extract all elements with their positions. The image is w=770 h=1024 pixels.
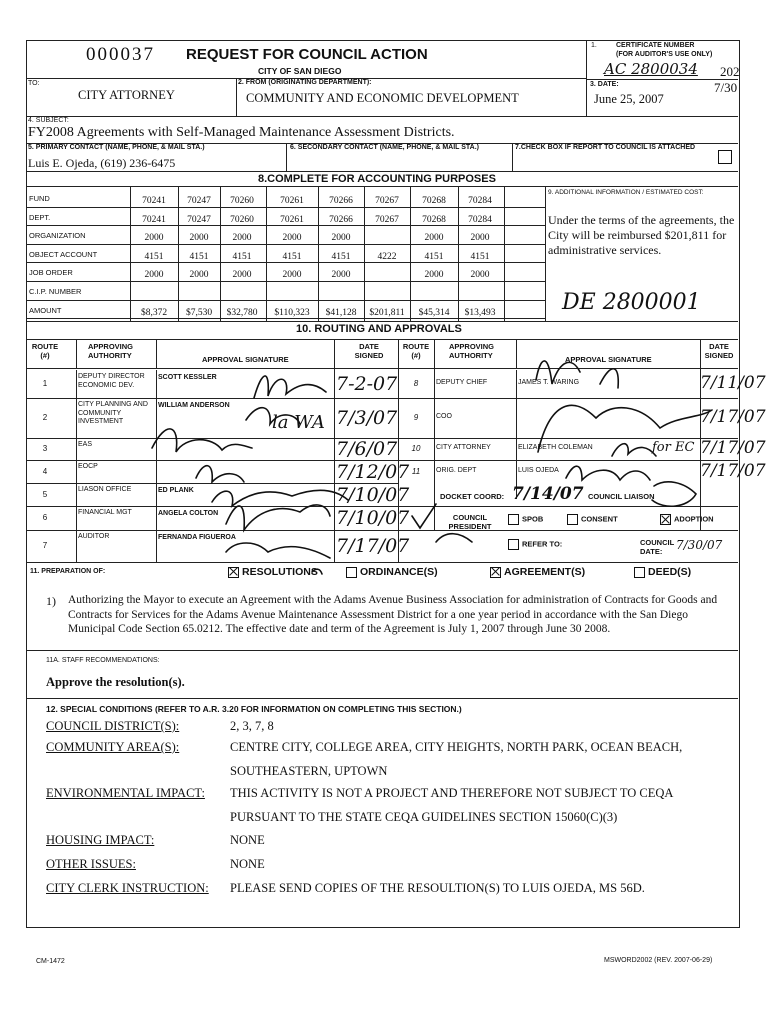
- accounting-cell: $41,128: [325, 307, 357, 318]
- route-number: 2: [42, 413, 48, 422]
- footer-revision: MSWORD2002 (REV. 2007-06-29): [604, 957, 713, 964]
- date-signed: 7/11/07: [700, 373, 766, 393]
- council-date-value: 7/30/07: [676, 538, 723, 552]
- accounting-info-label: 9. ADDITIONAL INFORMATION / ESTIMATED COST:: [548, 189, 704, 196]
- approving-authority: COO: [436, 413, 452, 420]
- special-conditions-label: 12. SPECIAL CONDITIONS (REFER TO A.R. 3.20 FOR INFORMATION ON COMPLETING THIS SECTION.): [46, 704, 462, 714]
- cert-number-sublabel: (FOR AUDITOR'S USE ONLY): [616, 51, 713, 58]
- spob-checkbox[interactable]: [508, 514, 519, 525]
- report-attached-label: 7.CHECK BOX IF REPORT TO COUNCIL IS ATTACHED: [515, 144, 696, 151]
- handwritten-note: la WA: [272, 412, 325, 433]
- accounting-cell: 2000: [470, 233, 490, 244]
- special-condition-value: PLEASE SEND COPIES OF THE RESOULTION(S) TO LUIS OJEDA, MS 56D.: [230, 881, 645, 895]
- resolutions-option[interactable]: [228, 566, 318, 578]
- cert-number-label-num: 1.: [591, 42, 597, 49]
- primary-contact-label: 5. PRIMARY CONTACT (NAME, PHONE, & MAIL STA.): [28, 144, 205, 151]
- route-number: 10: [411, 444, 421, 453]
- accounting-cell: 70266: [329, 214, 353, 225]
- accounting-row-label: DEPT.: [29, 212, 51, 222]
- accounting-cell: 70247: [187, 196, 211, 206]
- accounting-row-label: ORGANIZATION: [29, 231, 86, 241]
- margin-note-2: 7/30: [714, 80, 738, 95]
- route-number: 4: [42, 466, 48, 476]
- preparation-label: 11. PREPARATION OF:: [30, 568, 106, 575]
- staff-recommendations-label: 11A. STAFF RECOMMENDATIONS:: [46, 657, 160, 664]
- accounting-cell: 4151: [144, 251, 164, 262]
- refer-to-label: REFER TO:: [522, 539, 563, 549]
- primary-contact-value: Luis E. Ojeda, (619) 236-6475: [28, 156, 176, 170]
- special-condition-key: COMMUNITY AREA(S):: [46, 740, 180, 754]
- approver-name: ELIZABETH COLEMAN: [518, 444, 593, 451]
- accounting-cell: $45,314: [418, 307, 450, 318]
- accounting-cell: $32,780: [226, 307, 258, 318]
- deeds-checkbox[interactable]: [634, 567, 645, 578]
- route-number: 3: [42, 444, 48, 453]
- accounting-cell: 70241: [142, 214, 166, 225]
- special-condition-value: CENTRE CITY, COLLEGE AREA, CITY HEIGHTS, NORTH PARK, OCEAN BEACH,: [230, 740, 683, 754]
- signature-header-right: APPROVAL SIGNATURE: [565, 355, 652, 364]
- approver-name: ANGELA COLTON: [158, 510, 219, 517]
- ordinances-label: ORDINANCE(S): [360, 566, 438, 578]
- subject-value: FY2008 Agreements with Self-Managed Maintenance Assessment Districts.: [28, 125, 455, 140]
- handwritten-reference: DE 2800001: [562, 290, 701, 315]
- signature-header-left: APPROVAL SIGNATURE: [202, 355, 289, 364]
- accounting-cell: 2000: [282, 270, 302, 281]
- footer-form-id: CM-1472: [36, 958, 65, 965]
- approving-authority: AUDITOR: [78, 533, 110, 540]
- approving-authority: EAS: [78, 441, 93, 448]
- accounting-cell: 2000: [331, 233, 351, 244]
- consent-option[interactable]: [567, 514, 618, 525]
- special-condition-key: COUNCIL DISTRICT(S):: [46, 719, 180, 733]
- route-number: 6: [42, 513, 48, 522]
- refer-to-checkbox[interactable]: [508, 539, 519, 550]
- accounting-cell: 70267: [375, 214, 399, 225]
- accounting-cell: 2000: [424, 233, 444, 244]
- resolutions-checkbox[interactable]: [228, 567, 239, 578]
- accounting-cell: 70266: [329, 196, 353, 206]
- accounting-cell: $201,811: [369, 307, 405, 318]
- accounting-cell: 4222: [377, 251, 397, 262]
- route-header-right: ROUTE (#): [402, 342, 430, 360]
- date-label: 3. DATE:: [590, 81, 619, 88]
- adoption-checkbox[interactable]: [660, 514, 671, 525]
- authority-header-right: APPROVING AUTHORITY: [449, 342, 495, 360]
- approver-name: JAMES T. WARING: [518, 379, 580, 386]
- special-condition-key: CITY CLERK INSTRUCTION:: [46, 881, 209, 895]
- authority-header-left: APPROVING AUTHORITY: [88, 342, 134, 360]
- special-condition-value: THIS ACTIVITY IS NOT A PROJECT AND THEREFORE NOT SUBJECT TO CEQA: [230, 786, 674, 800]
- date-signed: 7/12/07: [336, 460, 410, 483]
- accounting-cell: 2000: [189, 233, 209, 244]
- preparation-item-text: Authorizing the Mayor to execute an Agreement with the Adams Avenue Business Association for administration of Contracts for Goods and Contracts for Services for the Adams Avenue Maintenance Assessment District for a one year period in accordance with the San Diego Municipal Code Section 65.0212. The effective date and term of the Agreement is July 1, 2007 through June 30 2008.: [68, 594, 718, 635]
- approver-name: ED PLANK: [158, 487, 194, 494]
- approving-authority: CITY PLANNING AND COMMUNITY INVESTMENT: [78, 401, 148, 425]
- accounting-row-label: OBJECT ACCOUNT: [29, 249, 98, 259]
- accounting-cell: 70268: [422, 214, 446, 225]
- accounting-cell: 70284: [468, 214, 492, 225]
- accounting-cell: 2000: [282, 233, 302, 244]
- approver-name: LUIS OJEDA: [518, 466, 559, 474]
- accounting-cell: 70261: [280, 196, 304, 206]
- special-condition-key: OTHER ISSUES:: [46, 857, 136, 871]
- accounting-cell: 70284: [468, 196, 492, 206]
- approving-authority: FINANCIAL MGT: [78, 509, 132, 516]
- accounting-info-text: Under the terms of the agreements, the City will be reimbursed $201,811 for administrative services.: [548, 213, 735, 257]
- route-number: 11: [411, 466, 421, 476]
- date-signed: 7/17/07: [336, 535, 410, 557]
- accounting-cell: $8,372: [140, 307, 168, 318]
- date-value: June 25, 2007: [594, 92, 664, 106]
- ordinances-checkbox[interactable]: [346, 567, 357, 578]
- accounting-cell: 4151: [424, 251, 444, 262]
- accounting-cell: 2000: [331, 270, 351, 281]
- docket-coord-label: DOCKET COORD:: [440, 492, 505, 501]
- approver-name: WILLIAM ANDERSON: [158, 402, 230, 409]
- approving-authority: ORIG. DEPT: [436, 466, 477, 474]
- special-condition-key: ENVIRONMENTAL IMPACT:: [46, 786, 205, 800]
- special-condition-value: PURSUANT TO THE STATE CEQA GUIDELINES SECTION 15060(C)(3): [230, 810, 618, 824]
- routing-title: 10. ROUTING AND APPROVALS: [296, 323, 462, 335]
- deeds-option[interactable]: [634, 566, 691, 578]
- accounting-cell: 70241: [142, 196, 166, 206]
- from-label: 2. FROM (ORIGINATING DEPARTMENT):: [238, 79, 372, 86]
- to-label: TO:: [28, 80, 40, 87]
- accounting-cell: $13,493: [464, 307, 496, 318]
- route-header-left: ROUTE (#): [31, 342, 59, 360]
- adoption-label: ADOPTION: [674, 514, 714, 524]
- date-signed: 7/17/07: [700, 438, 766, 458]
- council-date-label: COUNCIL DATE:: [640, 538, 675, 556]
- consent-label: CONSENT: [581, 514, 618, 524]
- accounting-cell: 4151: [470, 251, 490, 262]
- city-name: CITY OF SAN DIEGO: [258, 66, 342, 76]
- approving-authority: EOCP: [78, 463, 98, 470]
- accounting-cell: 4151: [189, 251, 209, 262]
- council-president-label: COUNCIL PRESIDENT: [448, 513, 492, 531]
- accounting-cell: 2000: [232, 233, 252, 244]
- accounting-cell: 2000: [144, 270, 164, 281]
- approving-authority: CITY ATTORNEY: [436, 444, 491, 451]
- date-signed: 7/3/07: [336, 407, 398, 429]
- accounting-cell: 2000: [424, 270, 444, 281]
- accounting-row-label: FUND: [29, 194, 50, 203]
- approver-name: FERNANDA FIGUEROA: [158, 534, 236, 541]
- accounting-row-label: JOB ORDER: [29, 268, 73, 278]
- date-signed: 7/6/07: [336, 438, 398, 460]
- spob-option[interactable]: [508, 514, 543, 525]
- accounting-cell: 2000: [470, 270, 490, 281]
- cert-number-label: CERTIFICATE NUMBER: [616, 42, 695, 49]
- approving-authority: DEPUTY CHIEF: [436, 379, 488, 386]
- handwritten-note: for EC: [652, 440, 695, 455]
- date-header-left: DATE SIGNED: [354, 342, 384, 360]
- deeds-label: DEED(S): [648, 566, 692, 578]
- accounting-cell: 2000: [232, 270, 252, 281]
- agreements-option[interactable]: [490, 566, 585, 578]
- accounting-cell: 70260: [230, 196, 254, 206]
- adoption-option[interactable]: [660, 514, 714, 525]
- accounting-cell: 70260: [230, 214, 254, 225]
- preparation-item-number: 1): [46, 594, 56, 608]
- resolutions-label: RESOLUTIONS: [242, 566, 318, 578]
- staff-recommendations-value: Approve the resolution(s).: [46, 675, 185, 689]
- special-condition-value: NONE: [230, 857, 265, 871]
- route-number: 8: [413, 379, 419, 388]
- subject-label: 4. SUBJECT:: [28, 117, 69, 124]
- accounting-cell: 70261: [280, 214, 304, 225]
- accounting-cell: $110,323: [274, 307, 310, 318]
- special-condition-key: HOUSING IMPACT:: [46, 833, 155, 847]
- accounting-cell: 2000: [144, 233, 164, 244]
- docket-date: 7/14/07: [512, 484, 584, 504]
- accounting-cell: $7,530: [185, 307, 213, 318]
- consent-checkbox[interactable]: [567, 514, 578, 525]
- accounting-row-label: AMOUNT: [29, 305, 62, 315]
- refer-to-option[interactable]: [508, 539, 562, 550]
- accounting-cell: 70268: [422, 196, 446, 206]
- route-number: 9: [413, 413, 419, 422]
- approving-authority: LIASON OFFICE: [78, 486, 132, 493]
- form-title: REQUEST FOR COUNCIL ACTION: [186, 46, 428, 63]
- route-number: 1: [42, 379, 48, 388]
- special-condition-value: NONE: [230, 833, 265, 847]
- agreements-label: AGREEMENT(S): [504, 566, 586, 578]
- cert-number-value: AC 2800034: [604, 60, 698, 78]
- ordinances-option[interactable]: [346, 566, 438, 578]
- from-value: COMMUNITY AND ECONOMIC DEVELOPMENT: [246, 91, 519, 105]
- route-number: 7: [42, 541, 48, 550]
- accounting-cell: 70267: [375, 196, 399, 206]
- approver-name: SCOTT KESSLER: [158, 374, 217, 381]
- agreements-checkbox[interactable]: [490, 567, 501, 578]
- accounting-cell: 4151: [232, 251, 252, 262]
- date-signed: 7/10/07: [336, 483, 410, 506]
- date-signed: 7/10/07: [336, 507, 410, 529]
- special-condition-value: 2, 3, 7, 8: [230, 719, 274, 733]
- date-signed: 7/17/07: [700, 407, 766, 427]
- council-liaison-label: COUNCIL LIAISON: [588, 492, 655, 501]
- accounting-row-label: C.I.P. NUMBER: [29, 287, 82, 296]
- document-number: 000037: [86, 44, 155, 65]
- spob-label: SPOB: [522, 514, 544, 524]
- date-signed: 7/17/07: [700, 460, 766, 481]
- accounting-cell: 70247: [187, 214, 211, 225]
- approving-authority: DEPUTY DIRECTOR ECONOMIC DEV.: [78, 373, 145, 389]
- to-value: CITY ATTORNEY: [78, 88, 175, 102]
- accounting-cell: 4151: [282, 251, 302, 262]
- accounting-cell: 4151: [331, 251, 351, 262]
- report-attached-checkbox[interactable]: [718, 150, 732, 164]
- special-condition-value: SOUTHEASTERN, UPTOWN: [230, 764, 388, 778]
- margin-note-1: 202: [720, 64, 740, 79]
- date-header-right: DATE SIGNED: [704, 342, 734, 360]
- route-number: 5: [42, 489, 48, 499]
- secondary-contact-label: 6. SECONDARY CONTACT (NAME, PHONE, & MAIL STA.): [290, 144, 480, 151]
- accounting-cell: 2000: [189, 270, 209, 281]
- date-signed: 7-2-07: [336, 373, 398, 395]
- accounting-title: 8.COMPLETE FOR ACCOUNTING PURPOSES: [258, 173, 496, 185]
